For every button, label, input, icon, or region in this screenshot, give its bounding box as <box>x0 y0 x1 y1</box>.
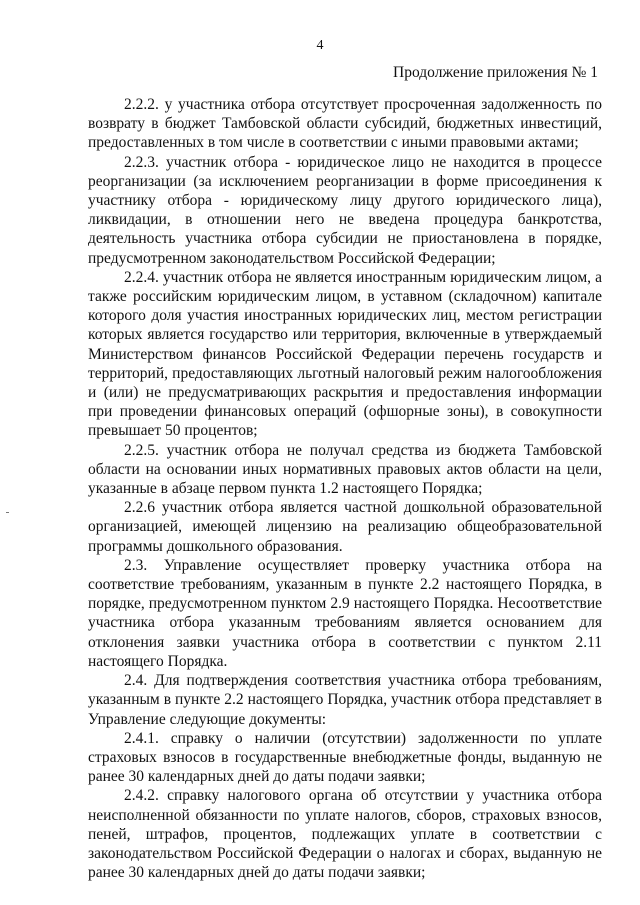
paragraph-2-2-6: 2.2.6 участник отбора является частной дошкольной образовательной организацией, имеющей лицензию на реализацию общеобразовательной программы дошкольного образования. <box>88 499 602 555</box>
paragraph-2-3: 2.3. Управление осуществляет проверку участника отбора на соответствие требованиям, указанным в пункте 2.2 настоящего Порядка, в порядке, предусмотренном пунктом 2.9 настоящего Порядка. Несоответствие участника отбора указанным требованиям является основанием для отклонения заявки участника отбора в соответствии с пунктом 2.11 настоящего Порядка. <box>88 556 602 670</box>
paragraph-2-4-2: 2.4.2. справку налогового органа об отсутствии у участника отбора неисполненной обязанности по уплате налогов, сборов, страховых взносов, пеней, штрафов, процентов, подлежащих уплате в соответствии с законодательством Российской Федерации о налогах и сборах, выданную не ранее 30 календарных дней до даты подачи заявки; <box>88 787 602 882</box>
document-body <box>88 95 602 882</box>
paragraph-2-2-5: 2.2.5. участник отбора не получал средства из бюджета Тамбовской области на основании иных нормативных правовых актов области на цели, указанные в абзаце первом пункта 1.2 настоящего Порядка; <box>88 441 602 498</box>
page-number: 4 <box>316 38 324 53</box>
paragraph-2-2-2: 2.2.2. у участника отбора отсутствует просроченная задолженность по возврату в бюджет Тамбовской области субсидий, бюджетных инвестиций, предоставленных в том числе в соответствии с иными правовыми актами; <box>88 96 602 152</box>
margin-mark <box>6 512 9 513</box>
appendix-continuation-note: Продолжение приложения № 1 <box>393 64 598 81</box>
paragraph-2-2-3: 2.2.3. участник отбора - юридическое лицо не находится в процессе реорганизации (за исключением реорганизации в форме присоединения к участнику отбора - юридическому лицу другого юридического лица), ликвидации, в отношении него не введена процедура банкротства, деятельность участника отбора субсидии не приостановлена в порядке, предусмотренном законодательством Российской Федерации; <box>88 153 602 267</box>
paragraph-2-2-4: 2.2.4. участник отбора не является иностранным юридическим лицом, а также российским юридическим лицом, в уставном (складочном) капитале которого доля участия иностранных юридических лиц, местом регистрации которых является государство или территория, включенные в утверждаемый Министерством финансов Российской Федерации перечень государств и территорий, предоставляющих льготный налоговый режим налогообложения и (или) не предусматривающих раскрытия и предоставления информации при проведении финансовых операций (офшорные зоны), в совокупности превышает 50 процентов; <box>88 268 602 440</box>
paragraph-2-4: 2.4. Для подтверждения соответствия участника отбора требованиям, указанным в пункте 2.2 настоящего Порядка, участник отбора представляет в Управление следующие документы: <box>88 672 602 728</box>
paragraph-2-4-1: 2.4.1. справку о наличии (отсутствии) задолженности по уплате страховых взносов в государственные внебюджетные фонды, выданную не ранее 30 календарных дней до даты подачи заявки; <box>88 729 602 786</box>
